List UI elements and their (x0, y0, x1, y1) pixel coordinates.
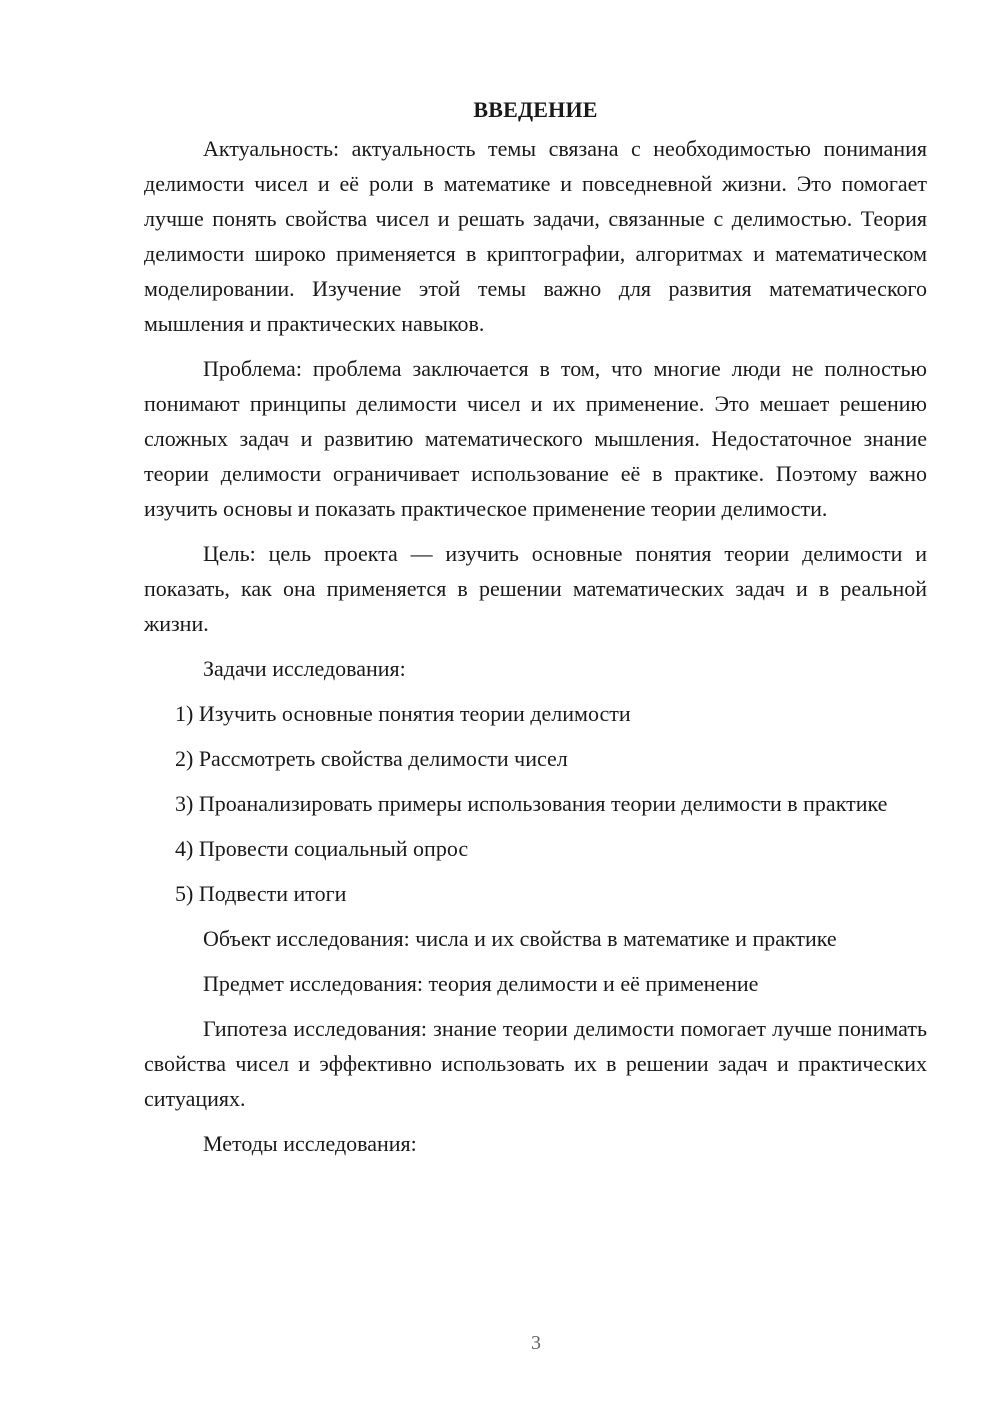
tasks-heading: Задачи исследования: (203, 656, 406, 681)
page-content (144, 92, 927, 1161)
paragraph-object: Объект исследования: числа и их свойства в математике и практике (203, 926, 837, 951)
paragraph-subject: Предмет исследования: теория делимости и её применение (203, 971, 759, 996)
page-number: 3 (531, 1332, 541, 1354)
paragraph-hypothesis: Гипотеза исследования: знание теории делимости помогает лучше понимать свойства чисел и эффективно использовать их в решении задач и практических ситуациях. (144, 1016, 927, 1111)
task-item-1: 1) Изучить основные понятия теории делимости (175, 701, 631, 726)
paragraph-problem: Проблема: проблема заключается в том, что многие люди не полностью понимают принципы делимости чисел и их применение. Это мешает решению сложных задач и развитию математического мышления. Недостаточное знание теории делимости ограничивает использование её в практике. Поэтому важно изучить основы и показать практическое применение теории делимости. (144, 356, 927, 521)
paragraph-goal: Цель: цель проекта — изучить основные понятия теории делимости и показать, как она применяется в решении математических задач и в реальной жизни. (144, 541, 927, 636)
task-item-2: 2) Рассмотреть свойства делимости чисел (175, 746, 568, 771)
section-title: ВВЕДЕНИЕ (473, 97, 598, 122)
task-item-3: 3) Проанализировать примеры использования теории делимости в практике (175, 791, 888, 816)
task-item-5: 5) Подвести итоги (175, 881, 347, 906)
paragraph-relevance: Актуальность: актуальность темы связана с необходимостью понимания делимости чисел и её роли в математике и повседневной жизни. Это помогает лучше понять свойства чисел и решать задачи, связанные с делимостью. Теория делимости широко применяется в криптографии, алгоритмах и математическом моделировании. Изучение этой темы важно для развития математического мышления и практических навыков. (144, 136, 927, 336)
task-item-4: 4) Провести социальный опрос (175, 836, 469, 861)
methods-heading: Методы исследования: (203, 1131, 417, 1156)
